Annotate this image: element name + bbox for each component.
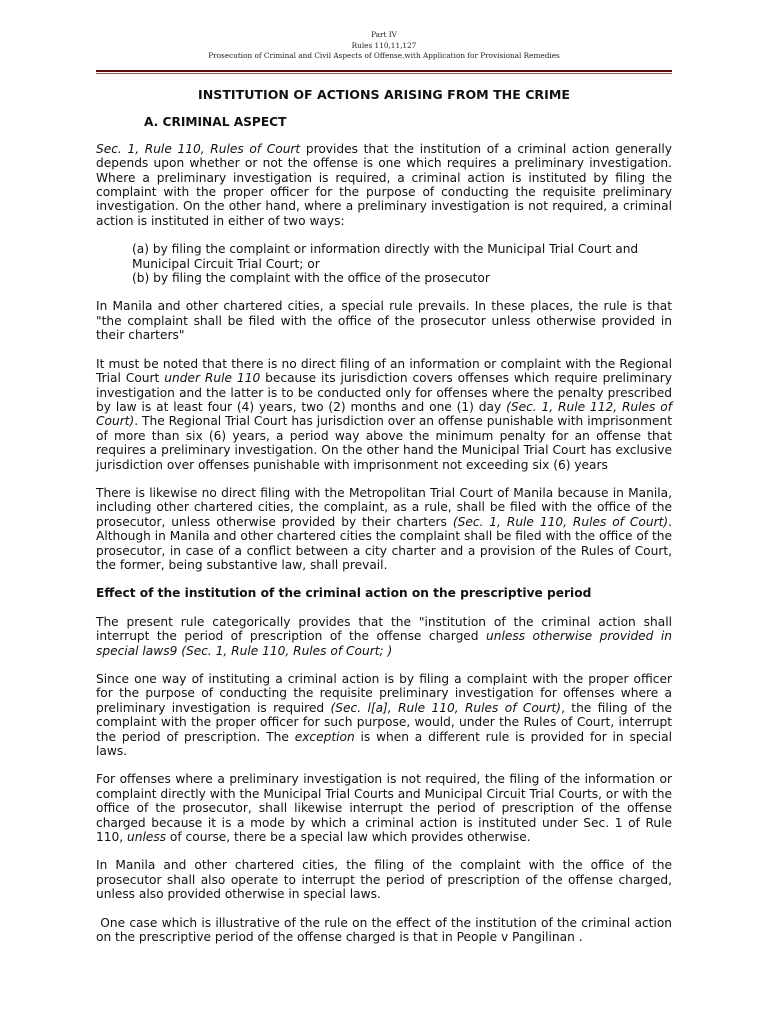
paragraph-text: is when a different rule is provided for in special laws. [96,729,672,759]
list-item-b: (b) by filing the complaint with the office of the prosecutor [132,271,490,286]
paragraph-1 [96,142,672,228]
paragraph-4 [96,486,672,572]
paragraph-9: One case which is illustrative of the rule on the effect of the institution of the criminal action on the prescriptive period of the offense charged is that in People v Pangilinan . [96,915,676,945]
list-item-a: (a) by filing the complaint or information directly with the Municipal Trial Court and Municipal Circuit Trial Court; or [132,242,639,271]
paragraph-text: because its jurisdiction covers offenses which require preliminary investigation and the latter is to be conducted only for offenses where the penalty prescribed by law is at least four (4) years, two (2) months and one (1) day [96,371,673,414]
paragraph-text: There is likewise no direct filing with the Metropolitan Trial Court of Manila because in Manila, including other chartered cities, the complaint, as a rule, shall be filed with the office of the prosecutor, unless otherwise provided by their charters [96,485,672,529]
paragraph-text: of course, there be a special law which provides otherwise. [166,830,531,845]
emphasis: exception [294,729,355,744]
citation: Sec. 1, Rule 110, Rules of Court [96,141,301,156]
citation: (Sec. 1, Rule 110, Rules of Court) [452,514,669,529]
header-part: Part IV [371,30,397,39]
paragraph-text: , the filing of the complaint with the proper officer for such purpose, would, under the Rules of Court, interrupt the period of prescription. The [96,700,673,744]
page-header [0,30,768,62]
document-title: INSTITUTION OF ACTIONS ARISING FROM THE CRIME [198,87,570,102]
header-divider-thin [96,73,672,74]
emphasis: unless [127,830,167,845]
paragraph-3 [96,357,672,472]
paragraph-text: For offenses where a preliminary investigation is not required, the filing of the information or complaint directly with the Municipal Trial Courts and Municipal Circuit Trial Courts, or with the office of the prosecutor, shall likewise interrupt the period of prescription of the offense charged because it is a mode by which a criminal action is instituted under Sec. 1 of Rule 110, [96,772,672,845]
citation: (Sec. l[a], Rule 110, Rules of Court) [330,700,562,715]
paragraph-text: It must be noted that there is no direct filing of an information or complaint with the Regional Trial Court [96,356,672,386]
paragraph-2: In Manila and other chartered cities, a special rule prevails. In these places, the rule is that "the complaint shall be filed with the office of the prosecutor unless otherwise provided in their charters" [96,299,672,343]
section-heading-effect: Effect of the institution of the criminal action on the prescriptive period [96,586,592,601]
section-heading-criminal-aspect: A. CRIMINAL ASPECT [144,115,287,130]
paragraph-5 [96,615,672,658]
paragraph-text: Since one way of instituting a criminal action is by filing a complaint with the proper officer for the purpose of conducting the requisite preliminary investigation for offenses where a preliminary investigation is required [96,672,672,715]
header-divider [96,70,672,72]
paragraph-7 [96,772,672,844]
paragraph-6 [96,672,672,758]
emphasis: under Rule 110 [164,371,261,386]
header-subtitle: Prosecution of Criminal and Civil Aspects of Offense,with Application for Provisional Remedies [208,51,560,60]
paragraph-text: provides that the institution of a criminal action generally depends upon whether or not the offense is one which requires a preliminary investigation. Where a preliminary investigation is required, a criminal action is instituted by filing the complaint with the proper officer for the purpose of conducting the requisite preliminary investigation. On the other hand, where a preliminary investigation is not required, a criminal action is instituted in either of two ways: [96,141,672,228]
emphasis: unless otherwise provided in special laws9 (Sec. 1, Rule 110, Rules of Court; ) [96,629,672,658]
paragraph-text: The present rule categorically provides that the "institution of the criminal action shall interrupt the period of prescription of the offense charged [96,614,672,644]
ways-list [96,242,672,285]
header-rules: Rules 110,11,127 [351,40,417,50]
document-body [96,87,676,945]
paragraph-text: . The Regional Trial Court has jurisdiction over an offense punishable with imprisonment of more than six (6) years, a period way above the minimum penalty for an offense that requires a preliminary investigation. On the other hand the Municipal Trial Court has exclusive jurisdiction over offenses punishable with imprisonment not exceeding six (6) years [96,414,672,472]
citation: (Sec. 1, Rule 112, Rules of Court) [96,399,672,429]
paragraph-text: . Although in Manila and other chartered cities the complaint shall be filed with the office of the prosecutor, in case of a conflict between a city charter and a provision of the Rules of Court, the former, being substantive law, shall prevail. [96,514,672,572]
paragraph-8: In Manila and other chartered cities, the filing of the complaint with the office of the prosecutor shall also operate to interrupt the period of prescription of the offense charged, unless also provided otherwise in special laws. [96,858,672,902]
